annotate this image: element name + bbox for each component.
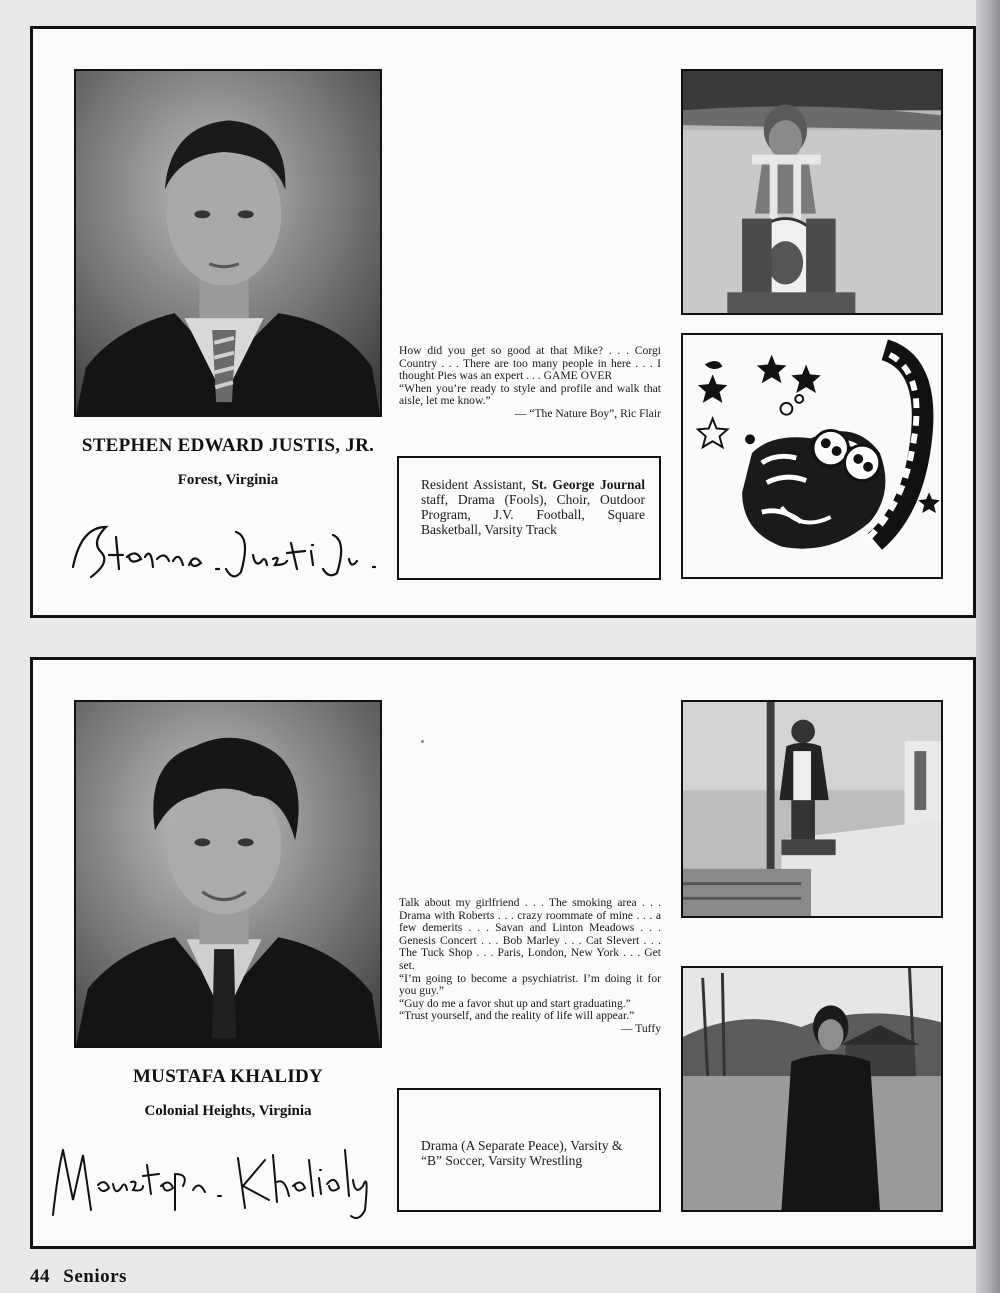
section-title: Seniors	[63, 1266, 127, 1287]
quote-line: Talk about my girlfriend . . . The smoking area . . . Drama with Roberts . . . crazy roommate of mine . . . a few demerits . . . Savan and Linton Meadows . . . Genesis Concert . . . Bob Marley . . . Cat Slevert . . . The Tuck Shop . . . Paris, London, New York . . . Get set.	[399, 896, 661, 972]
senior-signature-khalidy	[43, 1130, 393, 1225]
quote-line: “Trust yourself, and the reality of life will appear.”	[399, 1009, 635, 1023]
tiger-drawing	[681, 333, 943, 579]
childhood-photo-tricycle	[681, 69, 943, 315]
page-footer	[30, 1266, 127, 1288]
quote-attribution: — “The Nature Boy”, Ric Flair	[514, 406, 661, 420]
activities-highlight: St. George Journal	[531, 477, 645, 492]
print-speck	[421, 740, 424, 743]
quote-line: “I’m going to become a psychiatrist. I’m doing it for you guy.”	[399, 971, 661, 998]
senior-signature-justis	[61, 507, 381, 587]
page-edge-shadow	[976, 0, 1000, 1293]
quote-block	[399, 897, 661, 1036]
senior-portrait-justis	[74, 69, 382, 417]
senior-hometown: Forest, Virginia	[177, 472, 279, 488]
quote-line: How did you get so good at that Mike? . . . Corgi Country . . . There are too many people in here . . . I thought Pies was an expert . . . GAME OVER	[399, 344, 661, 383]
quote-line: “When you’re ready to style and profile and walk that aisle, let me know.”	[399, 381, 661, 408]
activities-box	[397, 1088, 661, 1212]
page-number: 44	[30, 1266, 50, 1287]
quote-block	[399, 345, 661, 421]
candid-photo-porch	[681, 700, 943, 918]
candid-photo-outdoor	[681, 966, 943, 1212]
senior-panel-khalidy	[30, 657, 976, 1249]
senior-panel-justis	[30, 26, 976, 618]
activities-box	[397, 456, 661, 580]
quote-line: “Guy do me a favor shut up and start graduating.”	[399, 996, 631, 1010]
quote-attribution: — Tuffy	[620, 1021, 661, 1035]
senior-hometown: Colonial Heights, Virginia	[144, 1103, 312, 1119]
senior-name: STEPHEN EDWARD JUSTIS, JR.	[81, 435, 375, 456]
activities-text: Resident Assistant, St. George Journal staff, Drama (Fools), Choir, Outdoor Program, J.V. Football, Square Basketball, Varsity Track	[421, 477, 645, 537]
activities-text: Drama (A Separate Peace), Varsity & “B” Soccer, Varsity Wrestling	[421, 1138, 623, 1168]
senior-portrait-khalidy	[74, 700, 382, 1048]
senior-name: MUSTAFA KHALIDY	[132, 1066, 324, 1087]
